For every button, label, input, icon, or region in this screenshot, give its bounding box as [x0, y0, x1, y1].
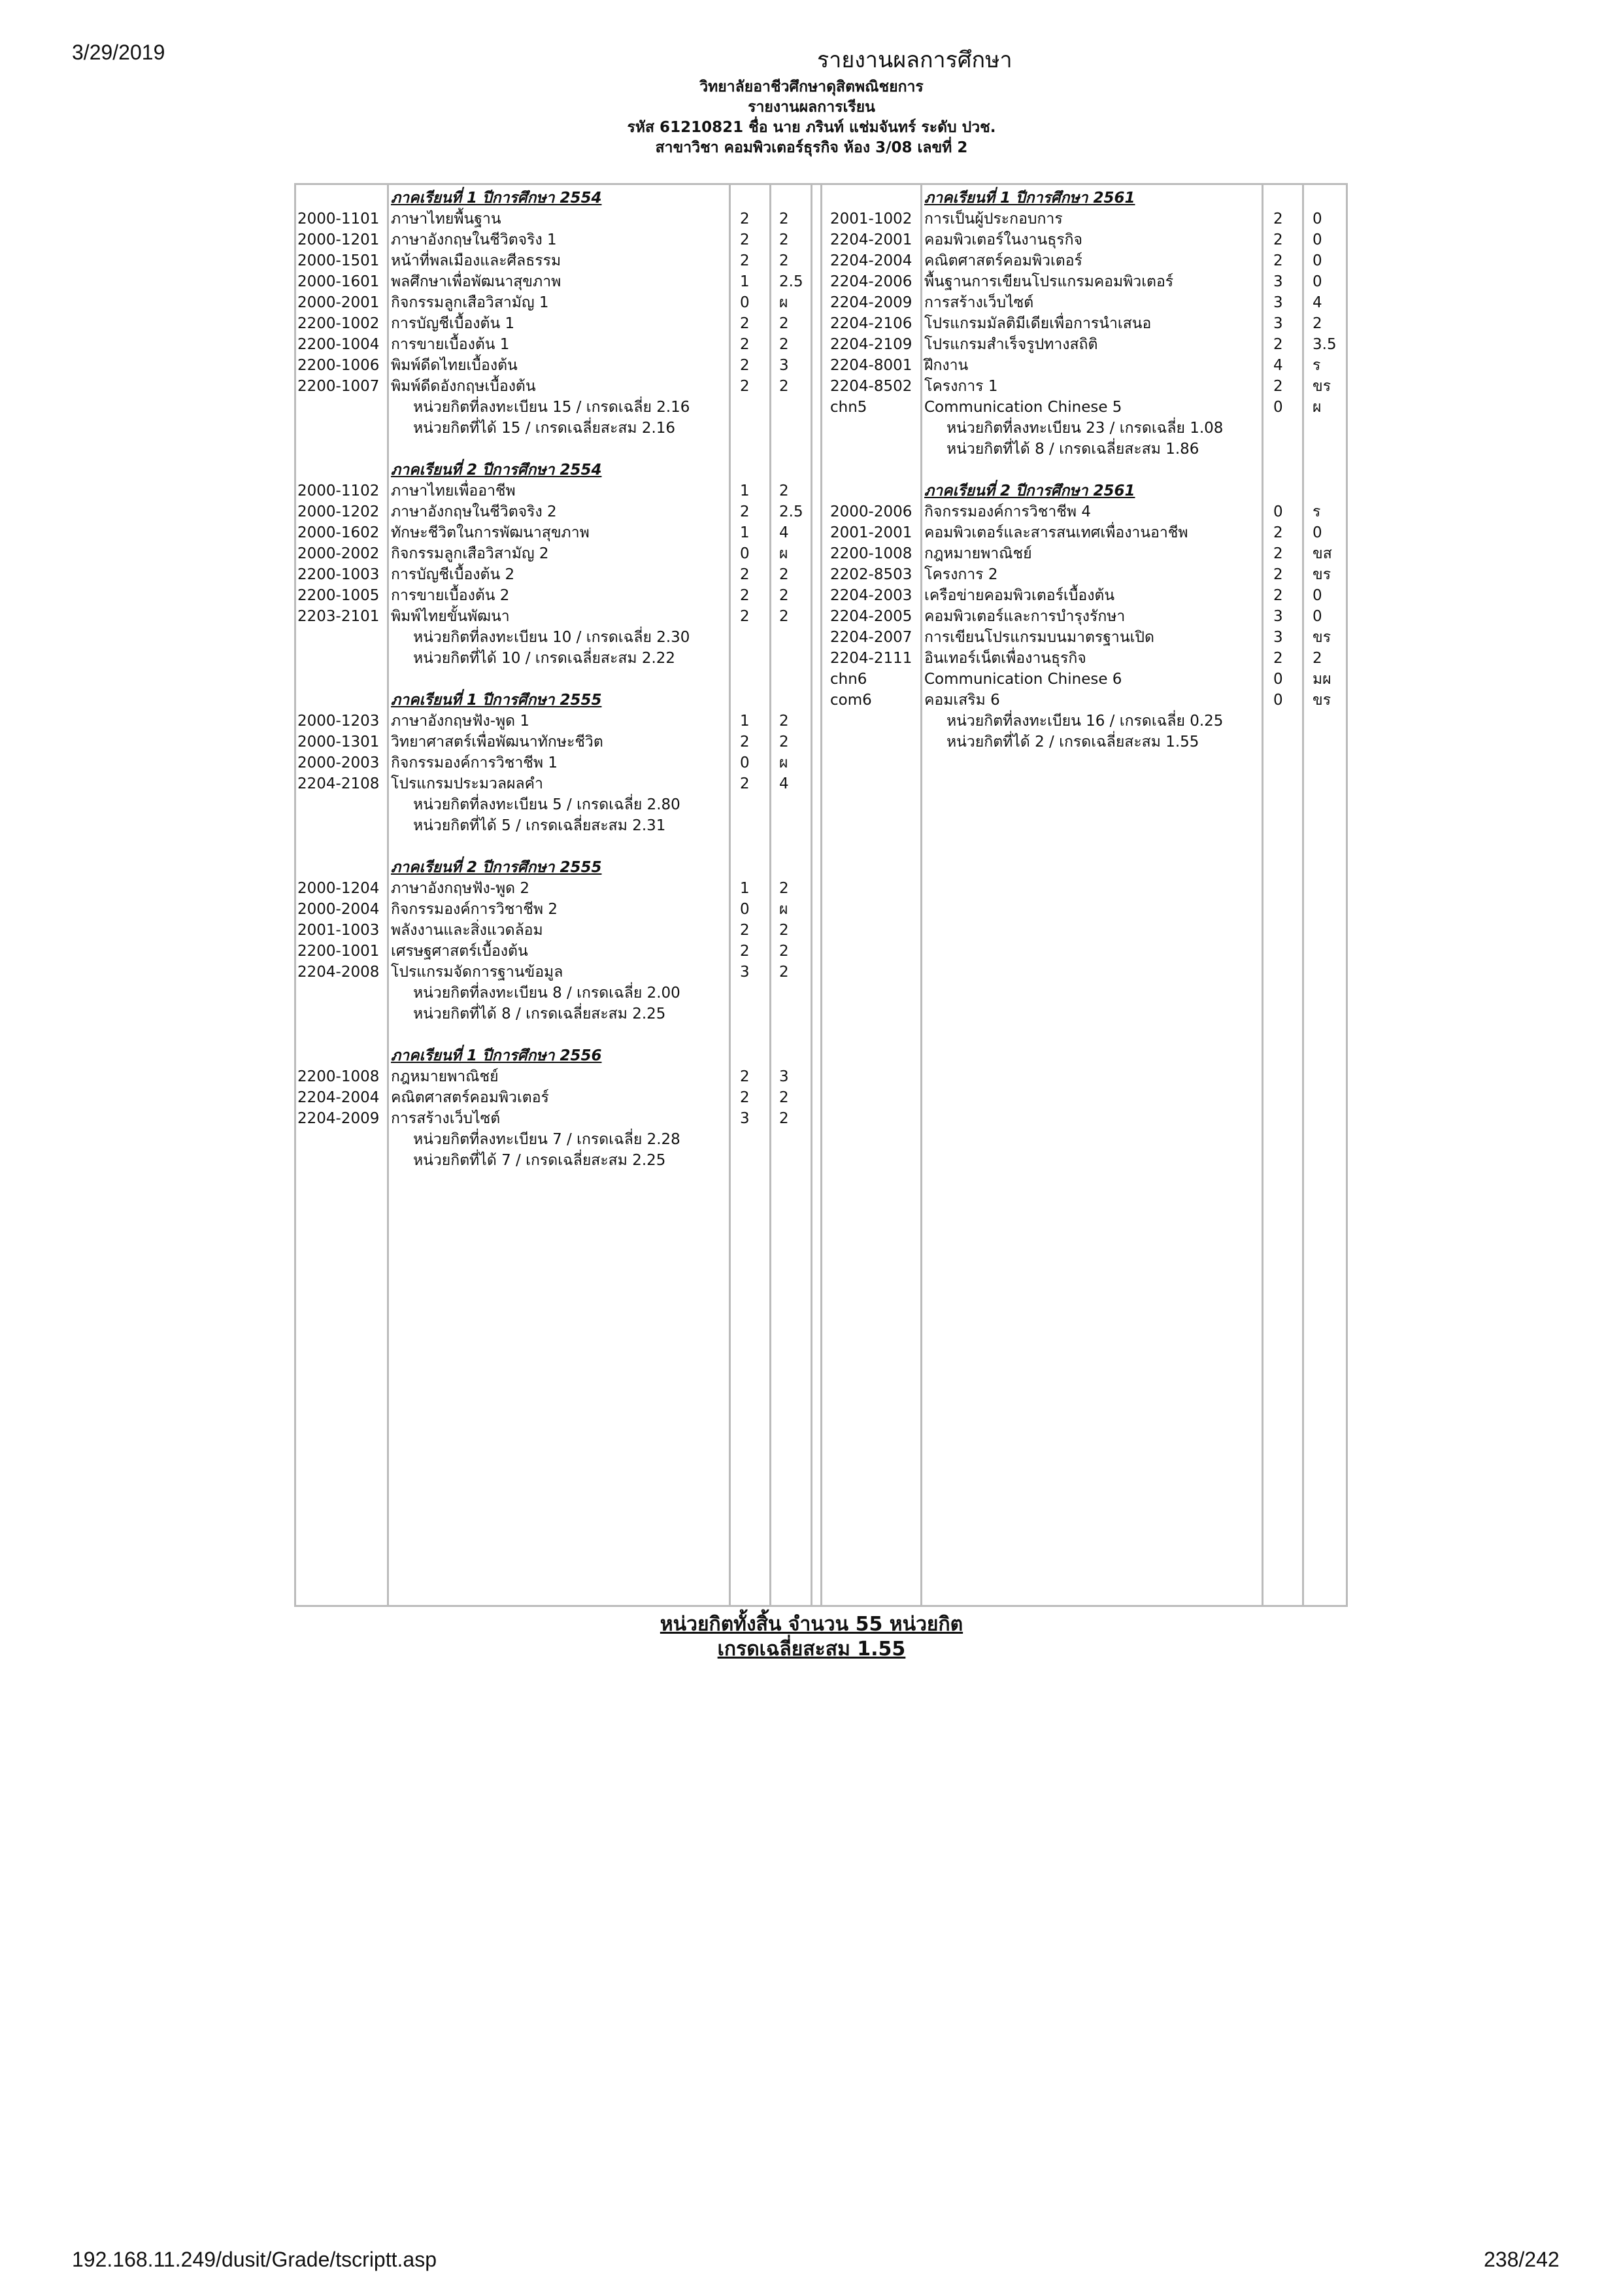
course-grade: 2	[779, 566, 789, 583]
course-grade: ขร	[1313, 629, 1331, 646]
course-code: 2000-1101	[297, 211, 380, 228]
course-grade: 2	[1313, 650, 1322, 667]
course-grade: มผ	[1313, 671, 1331, 688]
transcript-totals	[0, 1612, 1623, 1662]
course-credit: 2	[1273, 378, 1283, 395]
course-name: คอมพิวเตอร์และการบำรุงรักษา	[924, 608, 1126, 625]
course-credit: 0	[1273, 692, 1283, 709]
course-grade: 2	[779, 482, 789, 499]
course-code: 2203-2101	[297, 608, 380, 625]
course-credit: 1	[740, 482, 750, 499]
course-grade: 2	[779, 922, 789, 939]
course-code: 2204-2004	[297, 1089, 380, 1106]
course-name: พลังงานและสิ่งแวดล้อม	[391, 922, 543, 939]
semester-summary-registered: หน่วยกิตที่ลงทะเบียน 16 / เกรดเฉลี่ย 0.25	[946, 713, 1224, 730]
course-code: 2001-1003	[297, 922, 380, 939]
course-code: 2204-8001	[830, 357, 912, 374]
course-name: ภาษาอังกฤษในชีวิตจริง 2	[391, 503, 557, 520]
course-credit: 2	[1273, 231, 1283, 248]
course-credit: 3	[1273, 629, 1283, 646]
course-credit: 2	[740, 1089, 750, 1106]
course-name: กิจกรรมองค์การวิชาชีพ 1	[391, 754, 558, 771]
semester-title: ภาคเรียนที่ 1 ปีการศึกษา 2555	[391, 692, 602, 709]
course-credit: 2	[740, 336, 750, 353]
course-code: 2200-1008	[297, 1068, 380, 1085]
course-credit: 2	[1273, 566, 1283, 583]
course-name: ฝึกงาน	[924, 357, 969, 374]
course-name: การบัญชีเบื้องต้น 1	[391, 315, 515, 332]
course-code: 2000-1301	[297, 734, 380, 751]
course-code: 2200-1001	[297, 943, 380, 960]
course-grade: 0	[1313, 252, 1322, 269]
course-name: กฎหมายพาณิชย์	[924, 545, 1032, 562]
course-credit: 1	[740, 713, 750, 730]
course-code: 2200-1005	[297, 587, 380, 604]
semester-summary-registered: หน่วยกิตที่ลงทะเบียน 8 / เกรดเฉลี่ย 2.00	[413, 985, 680, 1002]
course-name: กิจกรรมองค์การวิชาชีพ 4	[924, 503, 1091, 520]
course-name: กฎหมายพาณิชย์	[391, 1068, 499, 1085]
course-name: วิทยาศาสตร์เพื่อพัฒนาทักษะชีวิต	[391, 734, 603, 751]
course-credit: 2	[740, 943, 750, 960]
course-name: อินเทอร์เน็ตเพื่องานธุรกิจ	[924, 650, 1086, 667]
course-grade: 2	[779, 252, 789, 269]
semester-summary-earned: หน่วยกิตที่ได้ 8 / เกรดเฉลี่ยสะสม 2.25	[413, 1005, 666, 1022]
course-credit: 2	[740, 734, 750, 751]
semester-title: ภาคเรียนที่ 1 ปีการศึกษา 2561	[924, 190, 1135, 207]
semester-title: ภาคเรียนที่ 2 ปีการศึกษา 2555	[391, 859, 602, 876]
course-credit: 4	[1273, 357, 1283, 374]
course-credit: 2	[1273, 252, 1283, 269]
course-name: หน้าที่พลเมืองและศีลธรรม	[391, 252, 561, 269]
course-credit: 3	[1273, 294, 1283, 311]
course-credit: 2	[740, 608, 750, 625]
course-name: กิจกรรมลูกเสือวิสามัญ 2	[391, 545, 549, 562]
major-info: สาขาวิชา คอมพิวเตอร์ธุรกิจ ห้อง 3/08 เลขที่ 2	[655, 139, 968, 156]
column-divider	[387, 183, 389, 1607]
course-code: 2200-1003	[297, 566, 380, 583]
course-credit: 2	[1273, 524, 1283, 541]
course-name: ภาษาอังกฤษฟัง-พูด 1	[391, 713, 530, 730]
course-grade: 2	[779, 211, 789, 228]
course-grade: 0	[1313, 273, 1322, 290]
report-name: รายงานผลการเรียน	[748, 99, 875, 116]
course-name: พลศึกษาเพื่อพัฒนาสุขภาพ	[391, 273, 561, 290]
course-grade: 2	[779, 231, 789, 248]
course-credit: 0	[1273, 503, 1283, 520]
course-code: 2000-1102	[297, 482, 380, 499]
course-name: กิจกรรมองค์การวิชาชีพ 2	[391, 901, 558, 918]
course-name: การเขียนโปรแกรมบนมาตรฐานเปิด	[924, 629, 1154, 646]
course-credit: 1	[740, 524, 750, 541]
course-code: 2204-2007	[830, 629, 912, 646]
course-code: 2000-1201	[297, 231, 380, 248]
course-grade: 2	[779, 943, 789, 960]
column-divider	[820, 183, 822, 1607]
semester-summary-registered: หน่วยกิตที่ลงทะเบียน 23 / เกรดเฉลี่ย 1.08	[946, 420, 1224, 437]
course-grade: 4	[779, 524, 789, 541]
course-name: การบัญชีเบื้องต้น 2	[391, 566, 515, 583]
course-code: 2200-1008	[830, 545, 912, 562]
course-name: คณิตศาสตร์คอมพิวเตอร์	[924, 252, 1082, 269]
semester-summary-earned: หน่วยกิตที่ได้ 2 / เกรดเฉลี่ยสะสม 1.55	[946, 734, 1199, 751]
column-divider	[769, 183, 771, 1607]
course-grade: 2	[779, 336, 789, 353]
course-name: พื้นฐานการเขียนโปรแกรมคอมพิวเตอร์	[924, 273, 1174, 290]
course-code: 2204-2001	[830, 231, 912, 248]
course-code: 2000-1203	[297, 713, 380, 730]
course-name: พิมพ์ดีดอังกฤษเบื้องต้น	[391, 378, 536, 395]
course-code: 2200-1004	[297, 336, 380, 353]
total-gpa: เกรดเฉลี่ยสะสม 1.55	[717, 1638, 906, 1661]
total-credits: หน่วยกิตทั้งสิ้น จำนวน 55 หน่วยกิต	[660, 1613, 963, 1636]
course-grade: 0	[1313, 587, 1322, 604]
course-code: 2000-2003	[297, 754, 380, 771]
column-divider	[920, 183, 922, 1607]
footer-url: 192.168.11.249/dusit/Grade/tscriptt.asp	[72, 2248, 437, 2271]
course-grade: 3	[779, 1068, 789, 1085]
course-credit: 2	[740, 252, 750, 269]
course-code: 2000-2002	[297, 545, 380, 562]
course-credit: 2	[740, 566, 750, 583]
course-name: การขายเบื้องต้น 2	[391, 587, 510, 604]
course-name: คอมพิวเตอร์และสารสนเทศเพื่องานอาชีพ	[924, 524, 1188, 541]
course-grade: ผ	[779, 294, 788, 311]
course-credit: 2	[1273, 211, 1283, 228]
course-code: 2001-1002	[830, 211, 912, 228]
course-name: คณิตศาสตร์คอมพิวเตอร์	[391, 1089, 549, 1106]
course-credit: 2	[1273, 587, 1283, 604]
course-name: การสร้างเว็บไซต์	[924, 294, 1034, 311]
course-credit: 0	[1273, 671, 1283, 688]
course-code: 2200-1007	[297, 378, 380, 395]
course-credit: 2	[1273, 336, 1283, 353]
course-credit: 1	[740, 880, 750, 897]
course-credit: 2	[740, 1068, 750, 1085]
course-grade: 2	[779, 1110, 789, 1127]
course-grade: 0	[1313, 231, 1322, 248]
course-credit: 2	[740, 315, 750, 332]
semester-title: ภาคเรียนที่ 2 ปีการศึกษา 2554	[391, 462, 602, 479]
course-grade: ผ	[779, 545, 788, 562]
course-credit: 2	[740, 357, 750, 374]
course-code: 2204-2109	[830, 336, 912, 353]
course-credit: 2	[1273, 545, 1283, 562]
course-code: 2000-1601	[297, 273, 380, 290]
semester-summary-registered: หน่วยกิตที่ลงทะเบียน 10 / เกรดเฉลี่ย 2.30	[413, 629, 690, 646]
course-code: 2204-2108	[297, 775, 380, 792]
course-code: chn6	[830, 671, 867, 688]
college-name: วิทยาลัยอาชีวศึกษาดุสิตพณิชยการ	[699, 78, 924, 95]
course-code: 2204-2008	[297, 964, 380, 981]
course-grade: ผ	[779, 754, 788, 771]
course-grade: 2	[1313, 315, 1322, 332]
course-code: 2000-1602	[297, 524, 380, 541]
course-credit: 2	[740, 503, 750, 520]
print-date: 3/29/2019	[72, 41, 165, 64]
semester-title: ภาคเรียนที่ 2 ปีการศึกษา 2561	[924, 482, 1135, 499]
semester-summary-earned: หน่วยกิตที่ได้ 7 / เกรดเฉลี่ยสะสม 2.25	[413, 1152, 666, 1169]
course-name: การเป็นผู้ประกอบการ	[924, 211, 1063, 228]
course-code: 2001-2001	[830, 524, 912, 541]
course-credit: 0	[740, 545, 750, 562]
semester-summary-registered: หน่วยกิตที่ลงทะเบียน 15 / เกรดเฉลี่ย 2.16	[413, 399, 690, 416]
course-name: ภาษาอังกฤษฟัง-พูด 2	[391, 880, 530, 897]
course-code: 2200-1002	[297, 315, 380, 332]
course-credit: 2	[740, 378, 750, 395]
course-code: 2000-1501	[297, 252, 380, 269]
course-credit: 3	[1273, 608, 1283, 625]
semester-summary-earned: หน่วยกิตที่ได้ 10 / เกรดเฉลี่ยสะสม 2.22	[413, 650, 676, 667]
column-divider	[811, 183, 812, 1607]
footer-page-number: 238/242	[1484, 2248, 1560, 2271]
column-divider	[1302, 183, 1304, 1607]
course-code: 2204-2009	[830, 294, 912, 311]
course-code: 2204-2009	[297, 1110, 380, 1127]
course-grade: 3	[779, 357, 789, 374]
course-credit: 3	[1273, 273, 1283, 290]
course-code: 2000-2004	[297, 901, 380, 918]
course-credit: 2	[740, 211, 750, 228]
semester-summary-registered: หน่วยกิตที่ลงทะเบียน 7 / เกรดเฉลี่ย 2.28	[413, 1131, 680, 1148]
course-name: โปรแกรมจัดการฐานข้อมูล	[391, 964, 563, 981]
course-grade: ขส	[1313, 545, 1332, 562]
semester-summary-earned: หน่วยกิตที่ได้ 15 / เกรดเฉลี่ยสะสม 2.16	[413, 420, 676, 437]
course-name: ภาษาไทยพื้นฐาน	[391, 211, 501, 228]
course-grade: ร	[1313, 357, 1321, 374]
course-code: 2204-2003	[830, 587, 912, 604]
course-credit: 3	[740, 1110, 750, 1127]
course-name: โปรแกรมมัลติมีเดียเพื่อการนำเสนอ	[924, 315, 1152, 332]
course-grade: 0	[1313, 524, 1322, 541]
course-code: 2000-2006	[830, 503, 912, 520]
course-code: 2000-1202	[297, 503, 380, 520]
course-grade: 4	[779, 775, 789, 792]
course-name: Communication Chinese 6	[924, 671, 1122, 688]
course-grade: 2	[779, 964, 789, 981]
course-credit: 2	[740, 231, 750, 248]
course-grade: ร	[1313, 503, 1321, 520]
course-credit: 1	[740, 273, 750, 290]
course-grade: 2.5	[779, 273, 803, 290]
course-grade: 0	[1313, 211, 1322, 228]
course-grade: ขร	[1313, 692, 1331, 709]
course-grade: 2.5	[779, 503, 803, 520]
course-name: โครงการ 2	[924, 566, 998, 583]
course-grade: ผ	[1313, 399, 1322, 416]
column-divider	[1262, 183, 1263, 1607]
course-grade: ขร	[1313, 378, 1331, 395]
course-grade: 3.5	[1313, 336, 1337, 353]
course-name: ทักษะชีวิตในการพัฒนาสุขภาพ	[391, 524, 590, 541]
course-grade: 0	[1313, 608, 1322, 625]
semester-summary-earned: หน่วยกิตที่ได้ 8 / เกรดเฉลี่ยสะสม 1.86	[946, 441, 1199, 458]
course-credit: 2	[740, 587, 750, 604]
course-name: โปรแกรมประมวลผลคำ	[391, 775, 543, 792]
course-grade: 2	[779, 734, 789, 751]
course-name: การขายเบื้องต้น 1	[391, 336, 510, 353]
course-name: คอมเสริม 6	[924, 692, 1000, 709]
course-name: ภาษาอังกฤษในชีวิตจริง 1	[391, 231, 557, 248]
course-name: โครงการ 1	[924, 378, 998, 395]
course-credit: 0	[1273, 399, 1283, 416]
print-title: รายงานผลการศึกษา	[817, 47, 1012, 73]
semester-title: ภาคเรียนที่ 1 ปีการศึกษา 2556	[391, 1047, 602, 1064]
course-grade: 2	[779, 608, 789, 625]
course-code: 2204-2111	[830, 650, 912, 667]
semester-summary-registered: หน่วยกิตที่ลงทะเบียน 5 / เกรดเฉลี่ย 2.80	[413, 796, 680, 813]
student-info: รหัส 61210821 ชื่อ นาย ภรินท์ แช่มจันทร์ ระดับ ปวช.	[627, 119, 996, 136]
course-code: 2000-1204	[297, 880, 380, 897]
report-header	[0, 77, 1623, 158]
course-credit: 2	[1273, 650, 1283, 667]
course-grade: 2	[779, 378, 789, 395]
course-grade: 2	[779, 1089, 789, 1106]
course-grade: ผ	[779, 901, 788, 918]
course-grade: 2	[779, 587, 789, 604]
course-name: เศรษฐศาสตร์เบื้องต้น	[391, 943, 528, 960]
course-code: 2204-2006	[830, 273, 912, 290]
course-code: 2204-2106	[830, 315, 912, 332]
course-name: พิมพ์ไทยขั้นพัฒนา	[391, 608, 510, 625]
course-code: 2204-2005	[830, 608, 912, 625]
semester-title: ภาคเรียนที่ 1 ปีการศึกษา 2554	[391, 190, 602, 207]
course-credit: 3	[1273, 315, 1283, 332]
course-code: 2202-8503	[830, 566, 912, 583]
course-name: Communication Chinese 5	[924, 399, 1122, 416]
course-credit: 0	[740, 294, 750, 311]
course-code: 2204-8502	[830, 378, 912, 395]
column-divider	[729, 183, 731, 1607]
course-grade: 2	[779, 713, 789, 730]
course-name: คอมพิวเตอร์ในงานธุรกิจ	[924, 231, 1083, 248]
course-name: โปรแกรมสำเร็จรูปทางสถิติ	[924, 336, 1098, 353]
course-name: การสร้างเว็บไซต์	[391, 1110, 501, 1127]
course-credit: 0	[740, 754, 750, 771]
course-code: 2200-1006	[297, 357, 380, 374]
course-credit: 0	[740, 901, 750, 918]
course-grade: ขร	[1313, 566, 1331, 583]
semester-summary-earned: หน่วยกิตที่ได้ 5 / เกรดเฉลี่ยสะสม 2.31	[413, 817, 666, 834]
course-name: พิมพ์ดีดไทยเบื้องต้น	[391, 357, 518, 374]
course-credit: 2	[740, 922, 750, 939]
course-grade: 2	[779, 315, 789, 332]
course-grade: 2	[779, 880, 789, 897]
course-credit: 2	[740, 775, 750, 792]
course-code: 2204-2004	[830, 252, 912, 269]
course-name: เครือข่ายคอมพิวเตอร์เบื้องต้น	[924, 587, 1115, 604]
course-code: 2000-2001	[297, 294, 380, 311]
course-grade: 4	[1313, 294, 1322, 311]
course-code: com6	[830, 692, 872, 709]
course-name: กิจกรรมลูกเสือวิสามัญ 1	[391, 294, 549, 311]
course-credit: 3	[740, 964, 750, 981]
course-name: ภาษาไทยเพื่ออาชีพ	[391, 482, 516, 499]
course-code: chn5	[830, 399, 867, 416]
